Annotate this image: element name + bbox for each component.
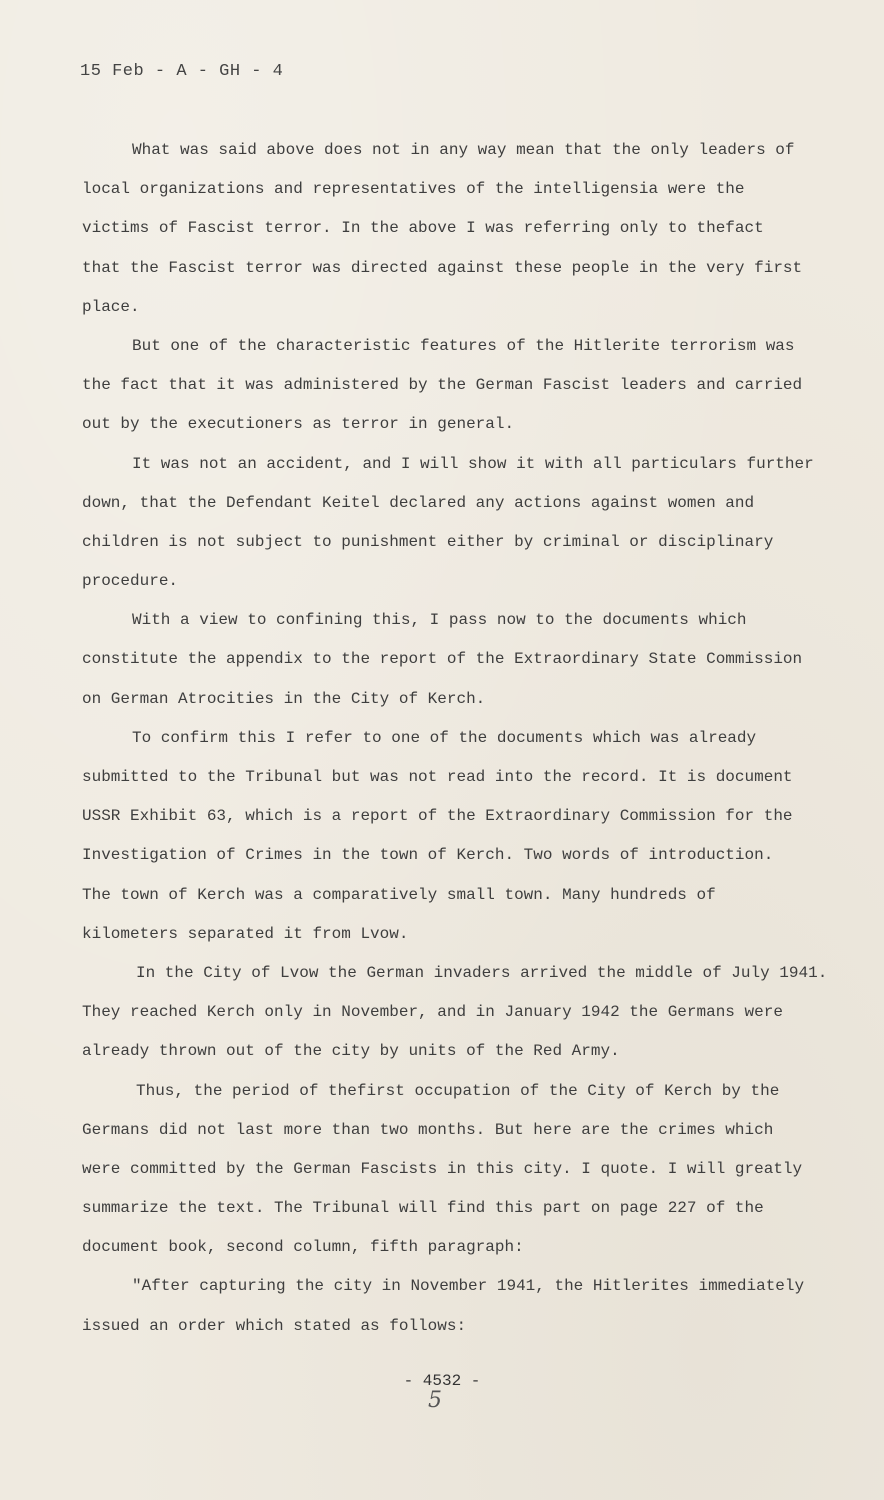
text-line: But one of the characteristic features of the Hitlerite terrorism was: [132, 336, 795, 355]
text-line: It was not an accident, and I will show it with all particulars further: [132, 454, 814, 473]
text-line: The town of Kerch was a comparatively small town. Many hundreds of: [82, 885, 716, 904]
text-line: In the City of Lvow the German invaders arrived the middle of July 1941.: [136, 963, 828, 982]
text-line: What was said above does not in any way mean that the only leaders of: [132, 141, 795, 159]
text-line: that the Fascist terror was directed against these people in the very first: [82, 258, 803, 277]
text-line: down, that the Defendant Keitel declared any actions against women and: [82, 493, 755, 512]
page-number: - 4532 -: [403, 1372, 481, 1390]
text-line: procedure.: [82, 572, 179, 591]
text-line: place.: [82, 297, 140, 316]
text-line: submitted to the Tribunal but was not read into the record. It is document: [82, 768, 793, 786]
text-line: were committed by the German Fascists in this city. I quote. I will greatly: [82, 1159, 803, 1178]
text-line: To confirm this I refer to one of the documents which was already: [132, 728, 757, 747]
text-line: on German Atrocities in the City of Kerch.: [82, 689, 486, 708]
text-line: With a view to confining this, I pass now to the documents which: [132, 611, 747, 630]
text-line: local organizations and representatives of the intelligensia were the: [82, 180, 745, 199]
text-line: Investigation of Crimes in the town of Kerch. Two words of introduction.: [82, 846, 774, 865]
text-line: summarize the text. The Tribunal will find this part on page 227 of the: [82, 1199, 764, 1218]
text-line: "After capturing the city in November 1941, the Hitlerites immediately: [132, 1277, 805, 1296]
text-line: document book, second column, fifth paragraph:: [82, 1238, 524, 1257]
page-header: 15 Feb - A - GH - 4: [80, 62, 284, 81]
text-line: Germans did not last more than two months. But here are the crimes which: [82, 1120, 774, 1139]
text-line: victims of Fascist terror. In the above I was referring only to thefact: [82, 219, 764, 238]
text-line: the fact that it was administered by the German Fascist leaders and carried: [82, 376, 803, 395]
handwritten-page-number: 5: [428, 1388, 442, 1413]
document-body: [82, 131, 842, 1346]
text-line: out by the executioners as terror in general.: [82, 415, 515, 434]
text-line: issued an order which stated as follows:: [82, 1316, 467, 1335]
text-line: children is not subject to punishment either by criminal or disciplinary: [82, 532, 774, 551]
text-line: constitute the appendix to the report of the Extraordinary State Commission: [82, 650, 803, 669]
text-line: Thus, the period of thefirst occupation of the City of Kerch by the: [136, 1081, 780, 1100]
text-line: already thrown out of the city by units of the Red Army.: [82, 1042, 620, 1061]
text-line: They reached Kerch only in November, and in January 1942 the Germans were: [82, 1003, 783, 1022]
text-line: kilometers separated it from Lvow.: [82, 924, 409, 943]
text-line: USSR Exhibit 63, which is a report of the Extraordinary Commission for the: [82, 807, 793, 826]
